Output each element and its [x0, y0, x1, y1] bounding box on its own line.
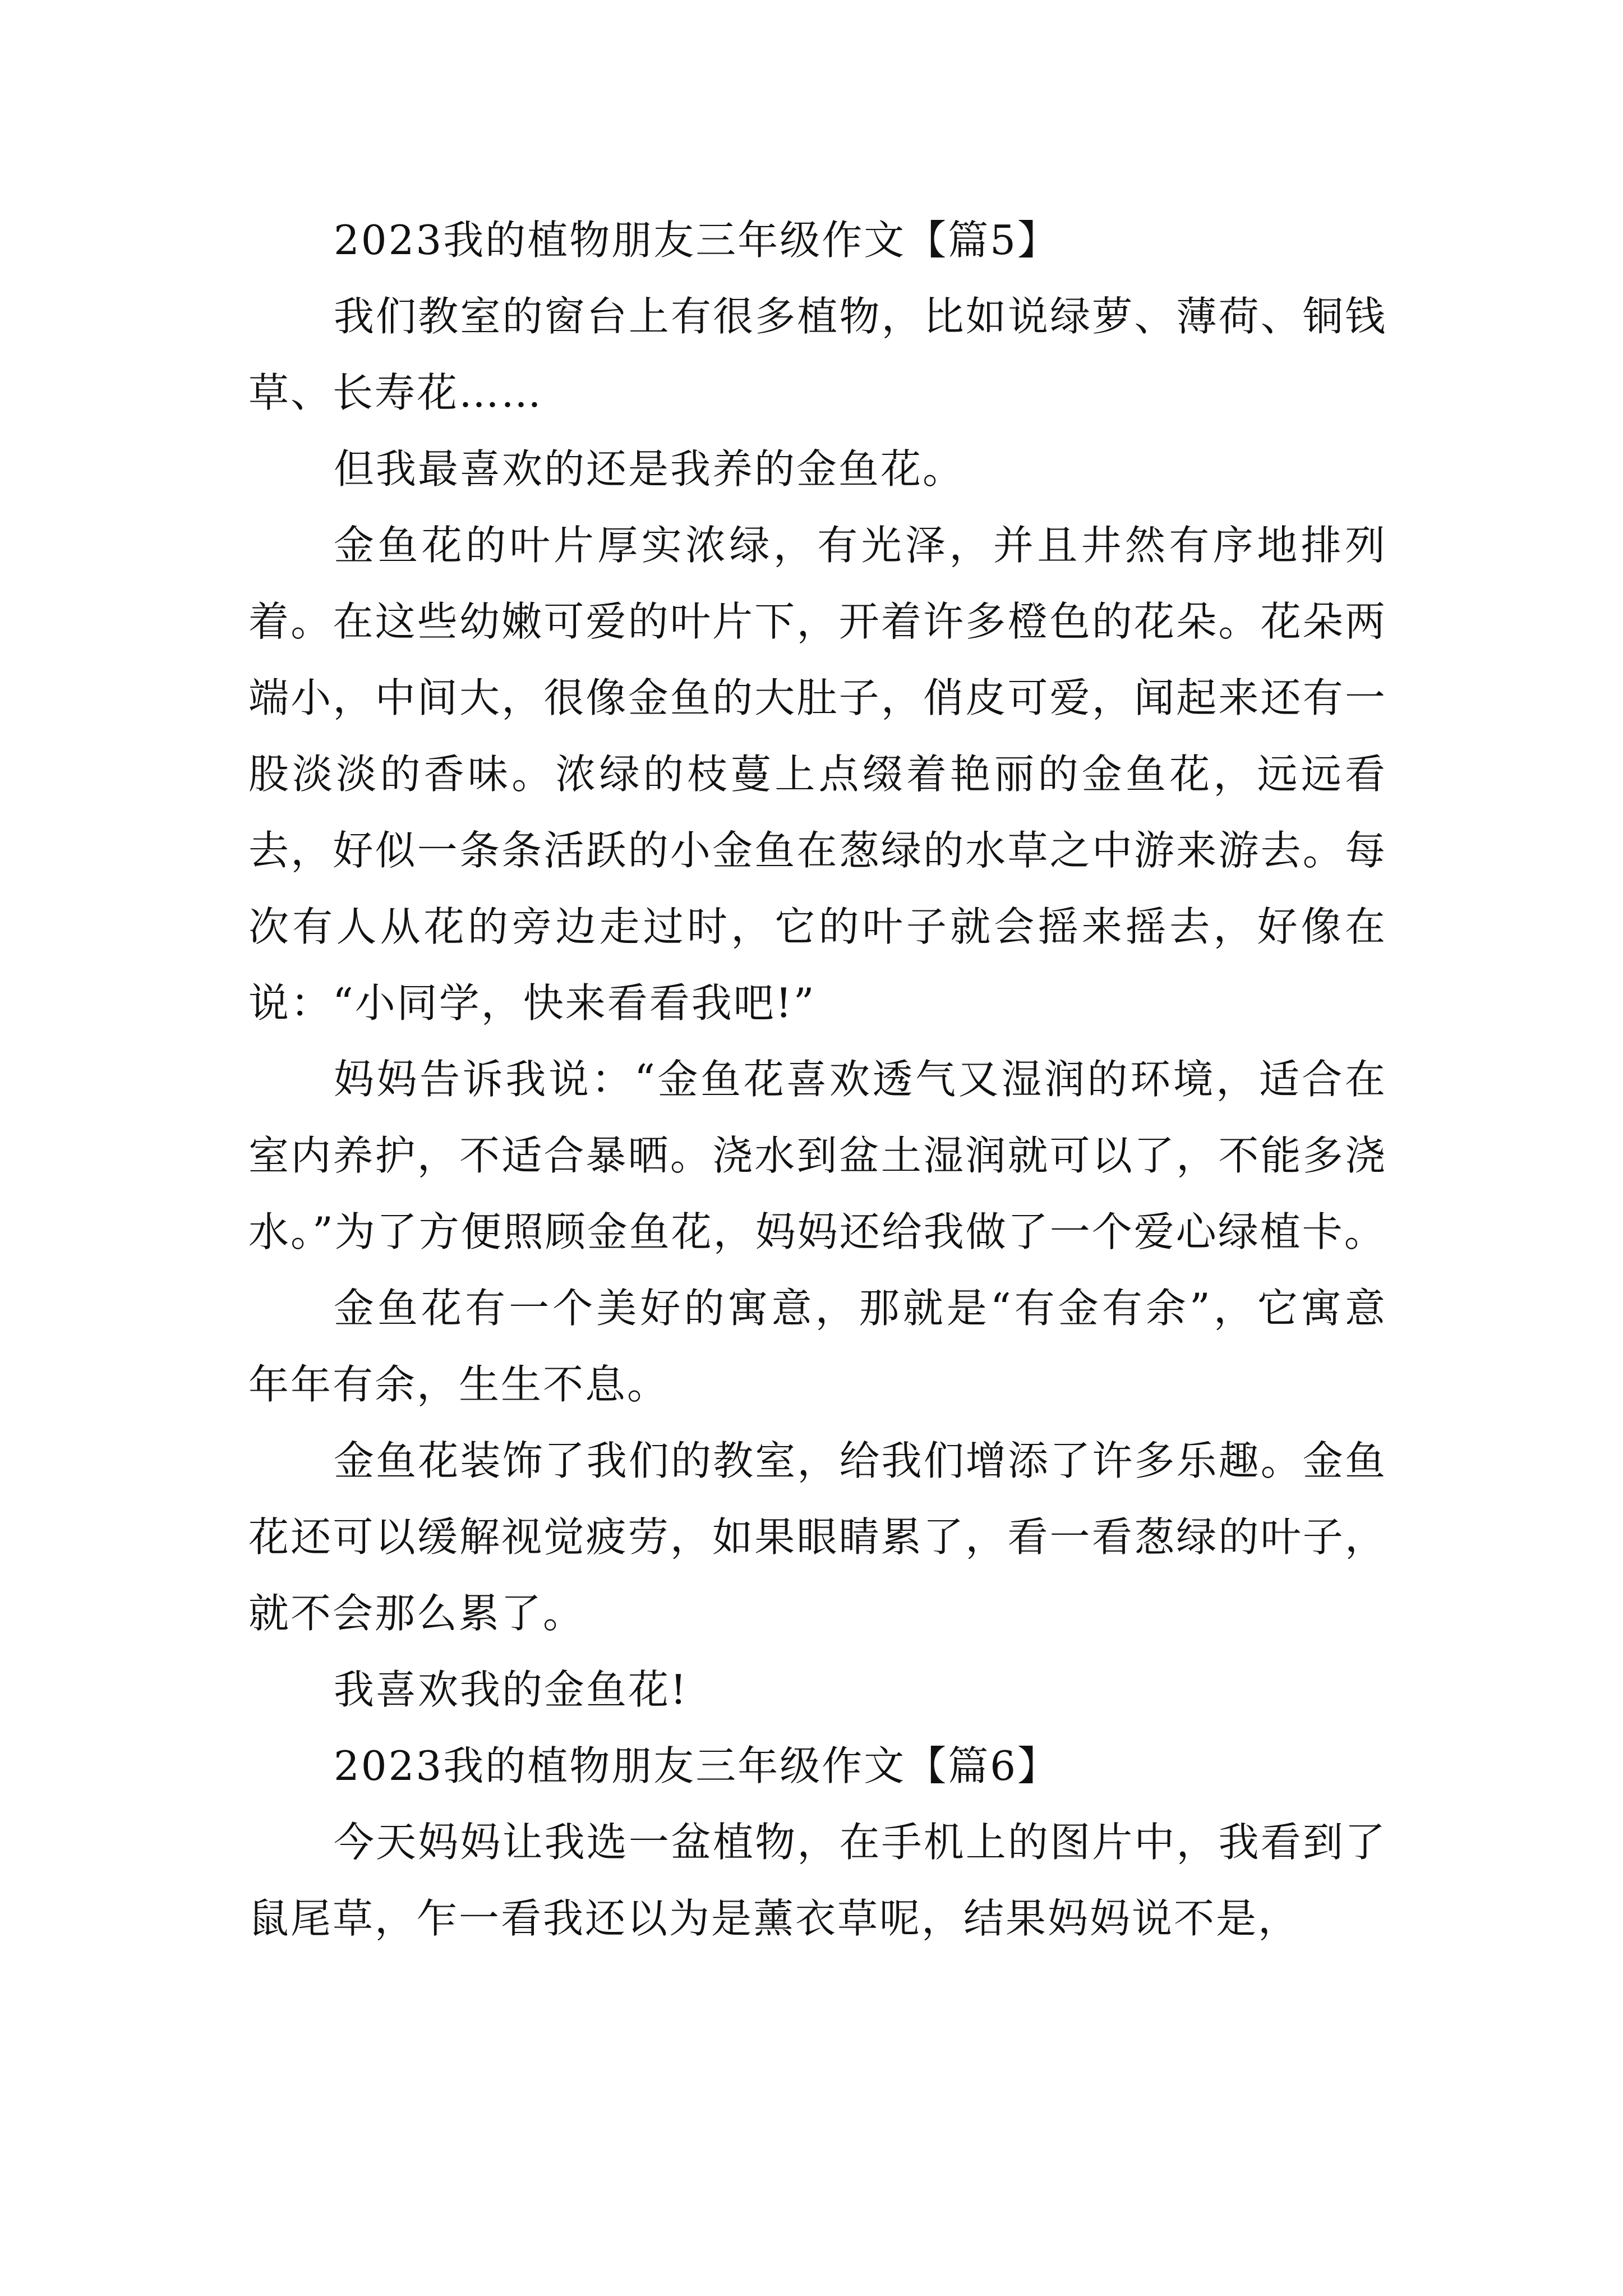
paragraph-7: 我喜欢我的金鱼花!: [334, 1666, 688, 1713]
paragraph-6: 金鱼花装饰了我们的教室，给我们增添了许多乐趣。金鱼花还可以缓解视觉疲劳，如果眼睛累了，看一看葱绿的叶子，就不会那么累了。: [248, 1437, 1387, 1637]
section-heading-5: 2023我的植物朋友三年级作文【篇5】: [334, 217, 1060, 264]
paragraph-5: 金鱼花有一个美好的寓意，那就是“有金有余”，它寓意年年有余，生生不息。: [248, 1285, 1387, 1408]
paragraph-2: 但我最喜欢的还是我养的金鱼花。: [334, 445, 965, 493]
paragraph-1: 我们教室的窗台上有很多植物，比如说绿萝、薄荷、铜钱草、长寿花……: [248, 293, 1387, 416]
section-heading-6: 2023我的植物朋友三年级作文【篇6】: [334, 1742, 1060, 1789]
paragraph-8: 今天妈妈让我选一盆植物，在手机上的图片中，我看到了鼠尾草，乍一看我还以为是薰衣草呢，结果妈妈说不是，: [248, 1819, 1387, 1942]
paragraph-4: 妈妈告诉我说：“金鱼花喜欢透气又湿润的环境，适合在室内养护，不适合暴晒。浇水到盆土湿润就可以了，不能多浇水。”为了方便照顾金鱼花，妈妈还给我做了一个爱心绿植卡。: [248, 1056, 1387, 1255]
document-body: [248, 202, 1387, 1957]
paragraph-3: 金鱼花的叶片厚实浓绿，有光泽，并且井然有序地排列着。在这些幼嫩可爱的叶片下，开着许多橙色的花朵。花朵两端小，中间大，很像金鱼的大肚子，俏皮可爱，闻起来还有一股淡淡的香味。浓绿的枝蔓上点缀着艳丽的金鱼花，远远看去，好似一条条活跃的小金鱼在葱绿的水草之中游来游去。每次有人从花的旁边走过时，它的叶子就会摇来摇去，好像在说：“小同学，快来看看我吧!”: [248, 522, 1387, 1027]
